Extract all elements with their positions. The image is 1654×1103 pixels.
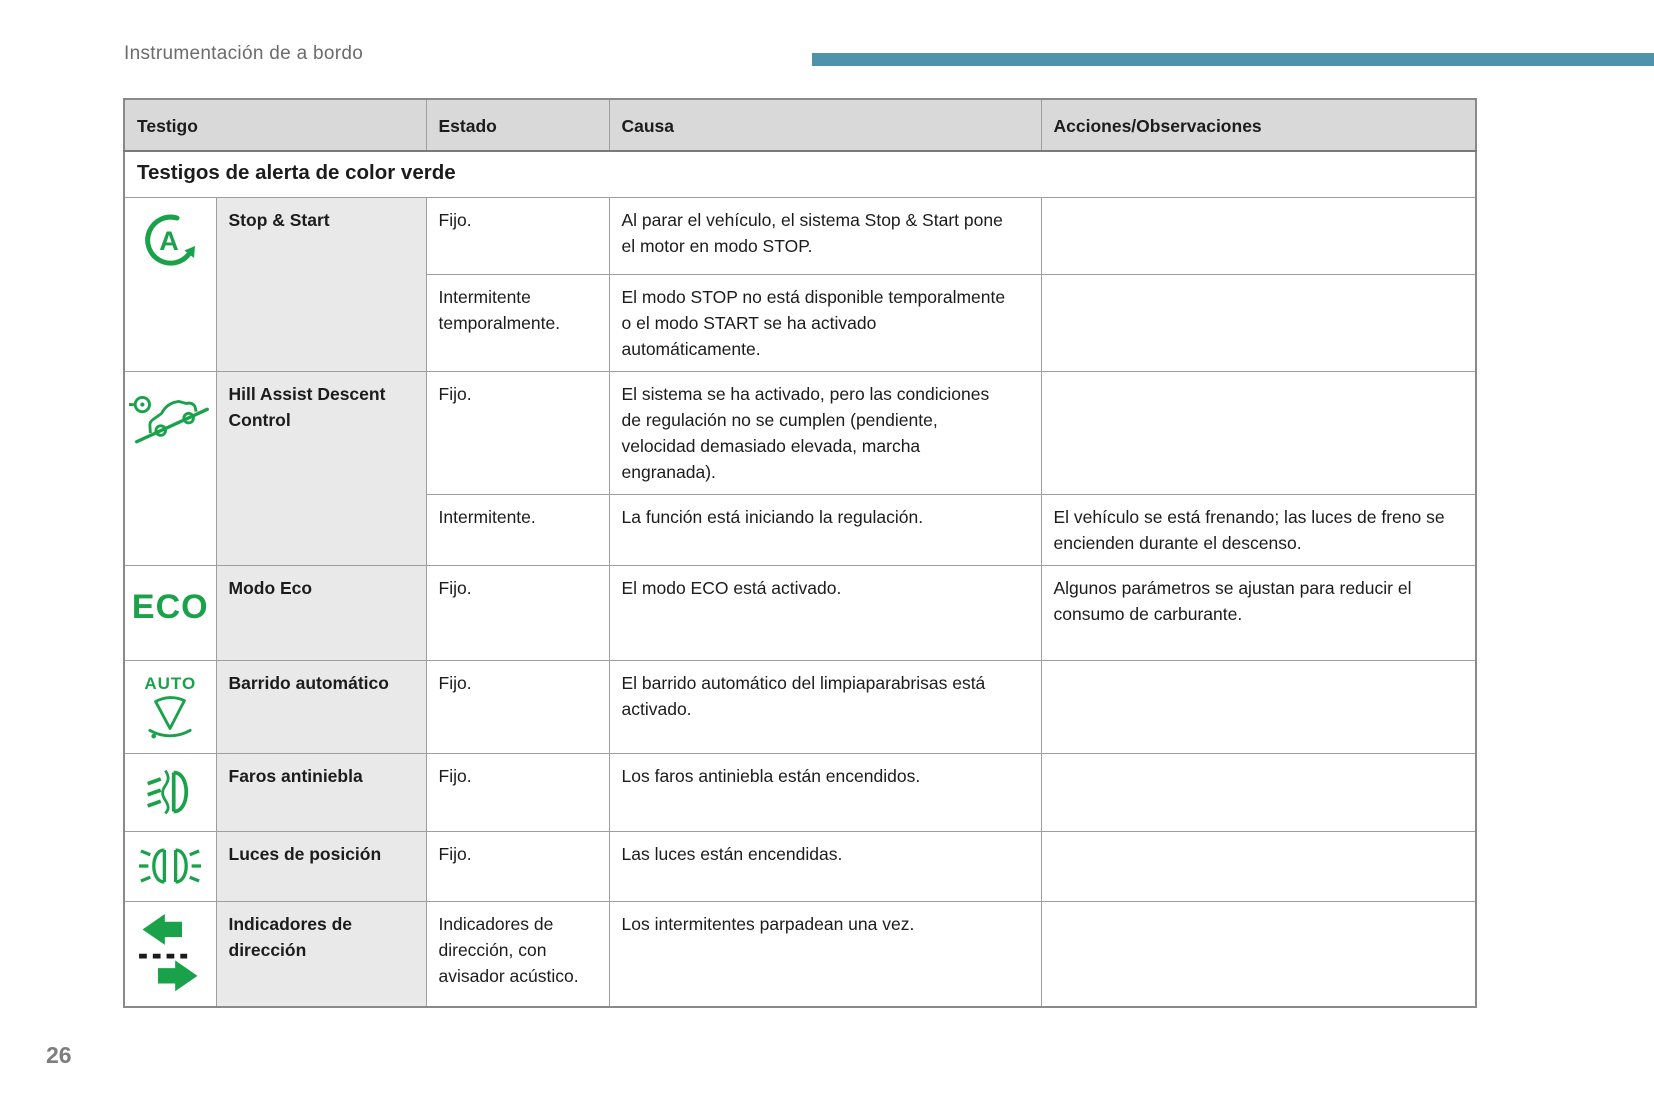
estado-cell: Intermitente temporalmente. <box>426 274 609 371</box>
indicator-name: Hill Assist Descent Control <box>216 371 426 565</box>
indicator-name: Indicadores de dirección <box>216 901 426 1007</box>
indicator-name: Stop & Start <box>216 197 426 371</box>
page-number: 26 <box>46 1042 72 1068</box>
acciones-cell <box>1041 901 1476 1007</box>
acciones-cell <box>1041 197 1476 274</box>
estado-cell: Fijo. <box>426 371 609 494</box>
icon-cell <box>124 831 216 901</box>
icon-cell <box>124 660 216 753</box>
estado-cell: Fijo. <box>426 831 609 901</box>
estado-cell: Intermitente. <box>426 494 609 565</box>
table-row <box>124 753 1476 831</box>
causa-cell: La función está iniciando la regulación. <box>609 494 1041 565</box>
causa-cell: Las luces están encendidas. <box>609 831 1041 901</box>
estado-cell: Fijo. <box>426 197 609 274</box>
header-accent-bar <box>812 53 1654 66</box>
column-header-estado: Estado <box>426 99 609 151</box>
svg-text:A: A <box>159 225 179 256</box>
estado-cell: Indicadores de dirección, con avisador acústico. <box>426 901 609 1007</box>
icon-cell <box>124 197 216 371</box>
auto-wiper-icon <box>143 692 197 740</box>
indicator-name: Barrido automático <box>216 660 426 753</box>
table-row <box>124 660 1476 753</box>
icon-cell <box>124 901 216 1007</box>
indicator-name: Faros antiniebla <box>216 753 426 831</box>
icon-cell <box>124 753 216 831</box>
acciones-cell <box>1041 371 1476 494</box>
causa-cell: Los faros antiniebla están encendidos. <box>609 753 1041 831</box>
indicator-name: Luces de posición <box>216 831 426 901</box>
acciones-cell: Algunos parámetros se ajustan para reducir el consumo de carburante. <box>1041 565 1476 660</box>
indicator-name: Modo Eco <box>216 565 426 660</box>
fog-lights-icon <box>145 766 195 818</box>
icon-cell <box>124 565 216 660</box>
causa-cell: El modo STOP no está disponible temporalmente o el modo START se ha activado automáticamente. <box>609 274 1041 371</box>
indicators-table <box>123 98 1477 1008</box>
page-title: Instrumentación de a bordo <box>124 43 364 64</box>
causa-cell: El sistema se ha activado, pero las condiciones de regulación no se cumplen (pendiente, velocidad demasiado elevada, marcha engranada). <box>609 371 1041 494</box>
acciones-cell <box>1041 660 1476 753</box>
table-row <box>124 831 1476 901</box>
icon-cell <box>124 371 216 565</box>
column-header-testigo: Testigo <box>124 99 426 151</box>
table-row <box>124 197 1476 274</box>
causa-cell: Los intermitentes parpadean una vez. <box>609 901 1041 1007</box>
column-header-acciones: Acciones/Observaciones <box>1041 99 1476 151</box>
turn-indicators-icon <box>139 914 201 993</box>
acciones-cell <box>1041 831 1476 901</box>
table-header-row <box>124 99 1476 151</box>
stop-start-icon <box>141 210 199 268</box>
eco-mode-icon: ECO <box>131 587 209 626</box>
estado-cell: Fijo. <box>426 753 609 831</box>
causa-cell: Al parar el vehículo, el sistema Stop & Start pone el motor en modo STOP. <box>609 197 1041 274</box>
acciones-cell <box>1041 274 1476 371</box>
table-row <box>124 901 1476 1007</box>
section-row <box>124 151 1476 197</box>
table-row <box>124 565 1476 660</box>
hill-assist-descent-control-icon <box>129 384 213 448</box>
column-header-causa: Causa <box>609 99 1041 151</box>
acciones-cell <box>1041 753 1476 831</box>
table-row <box>124 371 1476 494</box>
estado-cell: Fijo. <box>426 565 609 660</box>
section-title: Testigos de alerta de color verde <box>124 151 1476 197</box>
acciones-cell: El vehículo se está frenando; las luces de freno se encienden durante el descenso. <box>1041 494 1476 565</box>
causa-cell: El barrido automático del limpiaparabrisas está activado. <box>609 660 1041 753</box>
causa-cell: El modo ECO está activado. <box>609 565 1041 660</box>
auto-label: AUTO <box>144 673 197 693</box>
position-lights-icon <box>139 844 201 888</box>
estado-cell: Fijo. <box>426 660 609 753</box>
